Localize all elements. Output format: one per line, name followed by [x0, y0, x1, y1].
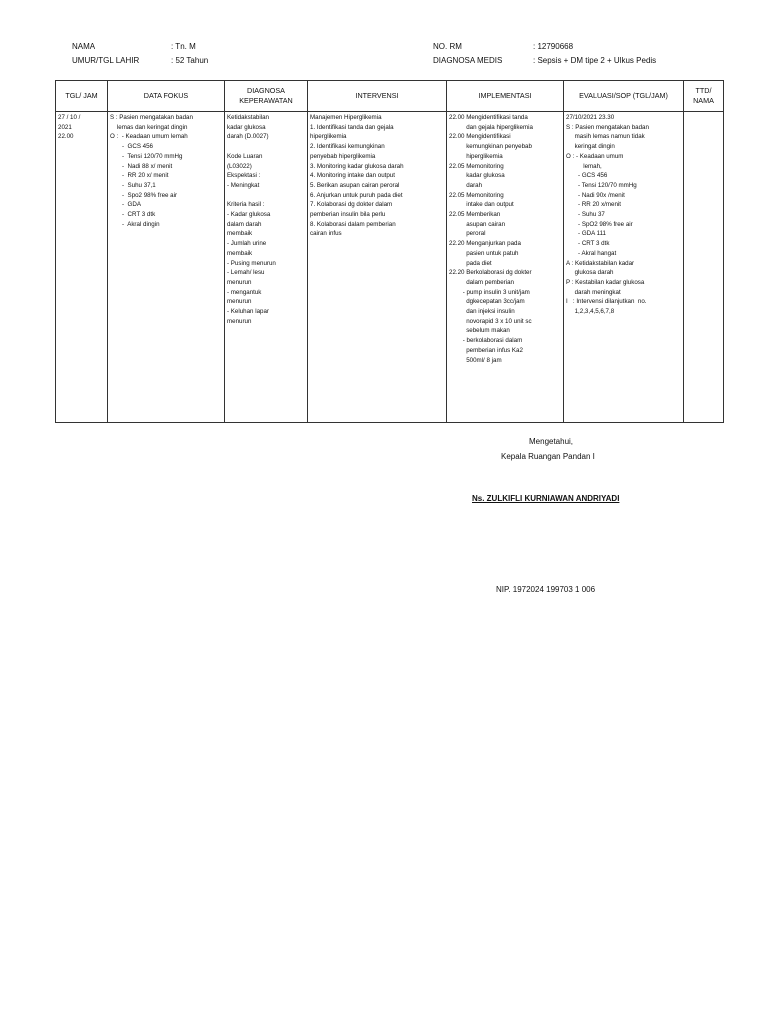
text-line: 1,2,3,4,5,6,7,8: [566, 308, 615, 316]
text-line: dan gejala hiperglikemia: [449, 123, 533, 131]
header-implementasi: IMPLEMENTASI: [447, 81, 564, 112]
text-line: - CRT 3 dtk: [566, 240, 610, 248]
text-line: - Suhu 37,1: [110, 181, 156, 189]
nama-value: : Tn. M: [171, 42, 196, 51]
text-line: novorapid 3 x 10 unit sc: [449, 317, 532, 325]
text-line: - SpO2 98% free air: [566, 220, 633, 228]
text-line: Kriteria hasil :: [227, 201, 265, 209]
table-header-row: [56, 81, 724, 112]
text-line: kemungkinan penyebab: [449, 143, 532, 151]
text-line: menurun: [227, 298, 252, 306]
umur-label: UMUR/TGL LAHIR: [72, 56, 140, 65]
cell-data-fokus: [108, 112, 225, 423]
text-line: - Pusing menurun: [227, 259, 276, 267]
text-line: kadar glukosa: [449, 172, 505, 180]
text-line: - RR 20 x/menit: [566, 201, 622, 209]
text-line: darah meningkat: [566, 288, 621, 296]
text-line: 22.05 Memonitoring: [449, 191, 504, 199]
text-line: darah (D.0027): [227, 133, 269, 141]
text-line: masih lemas namun tidak: [566, 133, 645, 141]
text-line: intake dan output: [449, 201, 514, 209]
text-line: penyebab hiperglikemia: [310, 152, 376, 160]
text-line: - GDA 111: [566, 230, 607, 238]
text-line: - GCS 456: [566, 172, 608, 180]
text-line: - Meningkat: [227, 181, 260, 189]
text-line: - Lemah/ lesu: [227, 269, 265, 277]
text-line: - Kadar glukosa: [227, 211, 271, 219]
text-line: - CRT 3 dtk: [110, 211, 156, 219]
cell-intervensi: [308, 112, 447, 423]
header-tgl-jam: TGL/ JAM: [56, 81, 108, 112]
cell-implementasi: [447, 112, 564, 423]
text-line: darah: [449, 181, 483, 189]
nama-label: NAMA: [72, 42, 96, 51]
text-line: - Keluhan lapar: [227, 308, 269, 316]
text-line: lemas dan keringat dingin: [110, 123, 188, 131]
text-line: kadar glukosa: [227, 123, 266, 131]
text-line: 8. Kolaborasi dalam pemberian: [310, 220, 396, 228]
text-line: [227, 191, 305, 201]
text-line: - GCS 456: [110, 143, 153, 151]
cell-tgl-jam: [56, 112, 108, 423]
text-line: 6. Anjurkan untuk puruh pada diet: [310, 191, 403, 199]
text-line: asupan cairan: [449, 220, 506, 228]
header-data-fokus: DATA FOKUS: [108, 81, 225, 112]
text-line: 22.05 Memonitoring: [449, 162, 504, 170]
text-line: 27/10/2021 23.30: [566, 114, 615, 121]
text-line: dan injeksi insulin: [449, 308, 515, 316]
cell-diagnosa: [225, 112, 308, 423]
text-line: 22.05 Memberikan: [449, 211, 501, 219]
text-line: - Nadi 90x /menit: [566, 191, 625, 199]
text-line: Ekspektasi :: [227, 172, 261, 180]
diagnosa-medis-value: : Sepsis + DM tipe 2 + Ulkus Pedis: [533, 56, 657, 65]
header-evaluasi: EVALUASI/SOP (TGL/JAM): [564, 81, 684, 112]
text-line: Manajemen Hiperglikemia: [310, 114, 382, 121]
text-line: - GDA: [110, 201, 141, 209]
text-line: 2. Identifikasi kemungkinan: [310, 143, 385, 151]
text-line: 7. Kolaborasi dg dokter dalam: [310, 201, 393, 209]
text-line: 22.20 Berkolaborasi dg dokter: [449, 269, 532, 277]
table-row: [56, 112, 724, 423]
text-line: sebelum makan: [449, 327, 510, 335]
kepala-ruangan-text: Kepala Ruangan Pandan I: [501, 452, 595, 461]
text-line: dgkecepatan 3cc/jam: [449, 298, 525, 306]
text-line: O : - Keadaan umum lemah: [110, 133, 188, 141]
text-line: S : Pasien mengatakan badan: [566, 123, 649, 131]
text-line: dalam darah: [227, 220, 262, 228]
text-line: Ketidakstabilan: [227, 114, 269, 121]
diagnosa-medis-label: DIAGNOSA MEDIS: [433, 56, 503, 65]
text-line: Kode Luaran: [227, 152, 263, 160]
cell-ttd-nama: [684, 112, 724, 423]
text-line: membaik: [227, 230, 253, 238]
text-line: - Akral hangat: [566, 249, 617, 257]
text-line: (L03022): [227, 162, 252, 170]
text-line: - Akral dingin: [110, 220, 160, 228]
text-line: - Spo2 98% free air: [110, 191, 178, 199]
norm-label: NO. RM: [433, 42, 462, 51]
text-line: hiperglikemia: [449, 152, 503, 160]
umur-value: : 52 Tahun: [171, 56, 209, 65]
text-line: membaik: [227, 249, 253, 257]
text-line: keringat dingin: [566, 143, 615, 151]
text-line: lemah,: [566, 162, 602, 170]
text-line: peroral: [449, 230, 486, 238]
text-line: - Jumlah urine: [227, 240, 267, 248]
text-line: P : Kestabilan kadar glukosa: [566, 278, 645, 286]
text-line: glukosa darah: [566, 269, 614, 277]
text-line: I : Intervensi dilanjutkan no.: [566, 298, 647, 306]
text-line: dalam pemberian: [449, 278, 514, 286]
text-line: 2021: [58, 123, 72, 131]
text-line: 22.00: [58, 133, 74, 141]
text-line: 22.00 Mengidentifikasi tanda: [449, 114, 528, 121]
text-line: pasien untuk patuh: [449, 249, 519, 257]
header-diagnosa: DIAGNOSA KEPERAWATAN: [225, 81, 308, 112]
text-line: 500ml/ 8 jam: [449, 356, 502, 364]
text-line: 4. Monitoring intake dan output: [310, 172, 395, 180]
norm-value: : 12790668: [533, 42, 574, 51]
text-line: pada diet: [449, 259, 492, 267]
text-line: - Tensi 120/70 mmHg: [110, 152, 183, 160]
text-line: S : Pasien mengatakan badan: [110, 114, 193, 121]
nursing-record-table: [55, 80, 724, 423]
text-line: menurun: [227, 317, 252, 325]
text-line: - berkolaborasi dalam: [449, 337, 523, 345]
text-line: cairan infus: [310, 230, 342, 238]
text-line: 22.00 Mengidentifikasi: [449, 133, 511, 141]
text-line: pemberian infus Ka2: [449, 346, 523, 354]
text-line: menurun: [227, 278, 252, 286]
header-ttd-nama: TTD/ NAMA: [684, 81, 724, 112]
cell-evaluasi: [564, 112, 684, 423]
header-intervensi: INTERVENSI: [308, 81, 447, 112]
text-line: - mengantuk: [227, 288, 262, 296]
text-line: 1. Identifikasi tanda dan gejala: [310, 123, 394, 131]
mengetahui-text: Mengetahui,: [529, 437, 574, 446]
text-line: pemberian insulin bila perlu: [310, 211, 386, 219]
text-line: 3. Monitoring kadar glukosa darah: [310, 162, 404, 170]
text-line: - Nadi 88 x/ menit: [110, 162, 173, 170]
text-line: A : Ketidakstabilan kadar: [566, 259, 635, 267]
text-line: 27 / 10 /: [58, 114, 81, 121]
text-line: - Tensi 120/70 mmHg: [566, 181, 637, 189]
text-line: 22.20 Menganjurkan pada: [449, 240, 521, 248]
nip-text: NIP. 1972024 199703 1 006: [496, 585, 596, 594]
text-line: hiperglikemia: [310, 133, 347, 141]
text-line: - Suhu 37: [566, 211, 605, 219]
signatory-name: Ns. ZULKIFLI KURNIAWAN ANDRIYADI: [472, 494, 620, 503]
text-line: [227, 142, 305, 152]
text-line: 5. Berikan asupan cairan peroral: [310, 181, 400, 189]
text-line: O : - Keadaan umum: [566, 152, 624, 160]
text-line: - pump insulin 3 unit/jam: [449, 288, 530, 296]
text-line: - RR 20 x/ menit: [110, 172, 169, 180]
